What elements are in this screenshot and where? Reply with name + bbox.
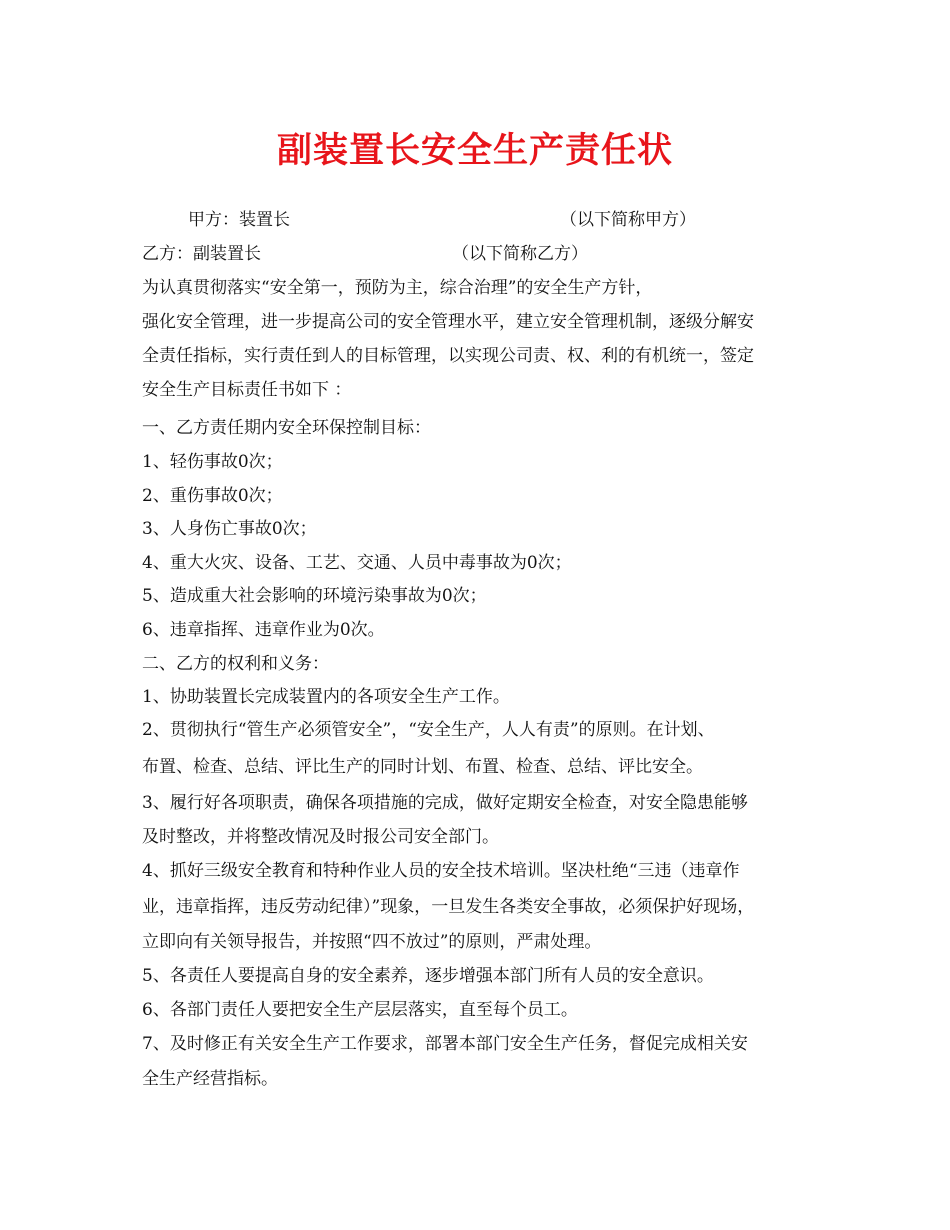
list-item-continued: 立即向有关领导报告，并按照“四不放过”的原则，严肃处理。 xyxy=(142,932,602,952)
body-line: 全责任指标，实行责任到人的目标管理，以实现公司责、权、利的有机统一，签定 xyxy=(142,346,754,366)
party-a-line xyxy=(188,209,788,231)
list-item: 1、轻伤事故0次； xyxy=(142,452,283,472)
list-item: 3、人身伤亡事故0次； xyxy=(142,519,317,539)
body-line: 安全生产目标责任书如下 ： xyxy=(142,380,352,400)
body-line: 强化安全管理，进一步提高公司的安全管理水平，建立安全管理机制，逐级分解安 xyxy=(142,312,754,332)
list-item-continued: 及时整改，并将整改情况及时报公司安全部门。 xyxy=(142,827,499,847)
list-item: 2、贯彻执行“管生产必须管安全”，“安全生产，人人有责”的原则。在计划、 xyxy=(142,720,715,740)
list-item: 6、各部门责任人要把安全生产层层落实，直至每个员工。 xyxy=(142,1000,578,1020)
section-heading: 一、乙方责任期内安全环保控制目标： xyxy=(142,418,431,438)
party-b-line xyxy=(142,243,742,265)
document-title: 副装置长安全生产责任状 xyxy=(276,131,673,171)
list-item: 1、协助装置长完成装置内的各项安全生产工作。 xyxy=(142,687,510,707)
list-item: 2、重伤事故0次； xyxy=(142,486,283,506)
body-line: 为认真贯彻落实“安全第一，预防为主，综合治理”的安全生产方针， xyxy=(142,278,653,298)
list-item: 6、违章指挥、违章作业为0次。 xyxy=(142,620,385,640)
party-b-label: 乙方：副装置长 xyxy=(142,244,261,264)
list-item: 5、造成重大社会影响的环境污染事故为0次； xyxy=(142,586,487,606)
list-item: 4、重大火灾、设备、工艺、交通、人员中毒事故为0次； xyxy=(142,553,572,573)
list-item: 3、履行好各项职责，确保各项措施的完成，做好定期安全检查，对安全隐患能够 xyxy=(142,793,748,813)
section-heading: 二、乙方的权利和义务： xyxy=(142,654,329,674)
list-item-continued: 布置、检查、总结、评比生产的同时计划、布置、检查、总结、评比安全。 xyxy=(142,757,703,777)
party-b-note: （以下简称乙方） xyxy=(452,244,588,264)
party-a-label: 甲方：装置长 xyxy=(188,210,290,230)
list-item-continued: 业，违章指挥，违反劳动纪律）”现象，一旦发生各类安全事故，必须保护好现场， xyxy=(142,897,755,917)
list-item: 5、各责任人要提高自身的安全素养，逐步增强本部门所有人员的安全意识。 xyxy=(142,966,714,986)
list-item: 7、及时修正有关安全生产工作要求，部署本部门安全生产任务，督促完成相关安 xyxy=(142,1034,748,1054)
party-a-note: （以下简称甲方） xyxy=(560,210,696,230)
list-item-continued: 全生产经营指标。 xyxy=(142,1069,278,1089)
list-item: 4、抓好三级安全教育和特种作业人员的安全技术培训。坚决杜绝“三违（违章作 xyxy=(142,861,740,881)
